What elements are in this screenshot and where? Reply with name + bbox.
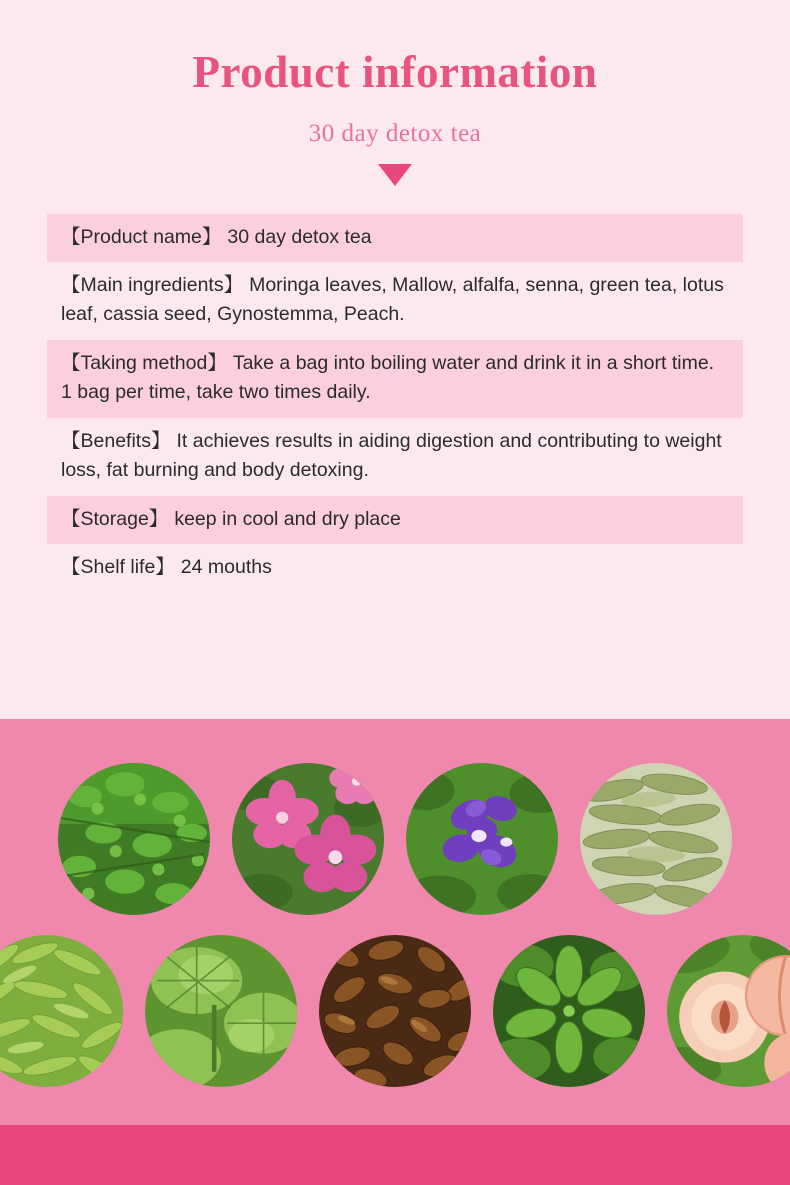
info-row-label: 【Product name】 xyxy=(61,225,222,248)
info-row-product-name xyxy=(47,214,743,263)
info-row-value: It achieves results in aiding digestion and contributing to weight loss, fat burning and body detoxing. xyxy=(61,429,722,481)
moringa-leaves-photo xyxy=(58,763,210,915)
info-row-label: 【Benefits】 xyxy=(61,429,171,452)
info-row-label: 【Storage】 xyxy=(61,507,169,530)
ingredient-photo-band xyxy=(0,719,790,1125)
green-tea-photo xyxy=(0,935,123,1087)
peach-photo xyxy=(667,935,790,1087)
info-row-label: 【Taking method】 xyxy=(61,352,227,375)
info-row-taking-method xyxy=(47,340,743,418)
info-row-value: 24 mouths xyxy=(180,556,272,579)
ingredient-photo-row-2 xyxy=(0,915,790,1087)
cassia-seed-photo xyxy=(319,935,471,1087)
info-row-value: 30 day detox tea xyxy=(227,225,372,248)
info-row-benefits xyxy=(47,418,743,496)
header xyxy=(0,0,790,186)
ingredient-photo-row-1 xyxy=(0,719,790,915)
info-row-storage xyxy=(47,496,743,545)
lotus-leaf-photo xyxy=(145,935,297,1087)
page-subtitle: 30 day detox tea xyxy=(308,119,482,147)
info-row-label: 【Main ingredients】 xyxy=(61,274,244,297)
gynostemma-photo xyxy=(493,935,645,1087)
info-row-value: keep in cool and dry place xyxy=(174,507,401,530)
triangle-down-icon xyxy=(378,164,412,186)
alfalfa-flower-photo xyxy=(406,763,558,915)
product-info-list xyxy=(47,214,743,594)
info-row-value: Take a bag into boiling water and drink it in a short time. 1 bag per time, take two times daily. xyxy=(61,352,715,403)
bottom-accent-bar xyxy=(0,1125,790,1185)
senna-leaves-photo xyxy=(580,763,732,915)
mallow-flower-photo xyxy=(232,763,384,915)
info-row-label: 【Shelf life】 xyxy=(61,556,175,579)
info-row-value: Moringa leaves, Mallow, alfalfa, senna, green tea, lotus leaf, cassia seed, Gynostemma, Peach. xyxy=(61,274,724,326)
info-row-main-ingredients xyxy=(47,262,743,340)
page-title: Product information xyxy=(192,47,598,97)
info-row-shelf-life xyxy=(47,544,743,593)
